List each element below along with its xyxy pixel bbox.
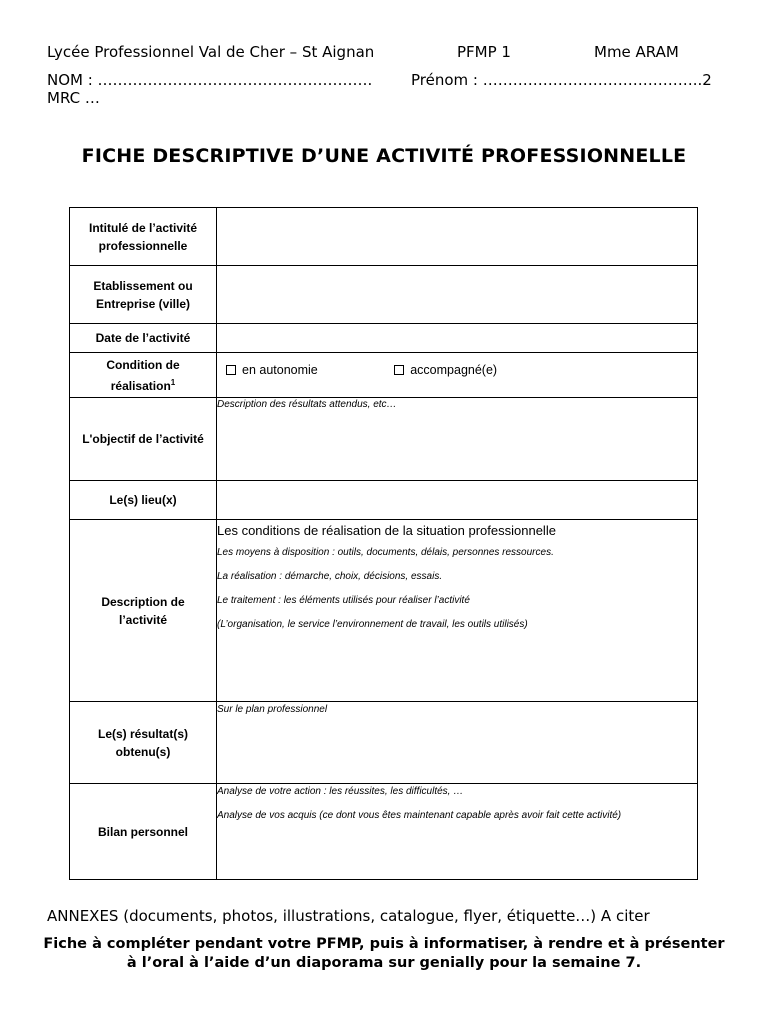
table-row bbox=[70, 481, 698, 520]
date-label: Date de l’activité bbox=[70, 324, 217, 353]
description-field[interactable] bbox=[217, 520, 698, 702]
resultats-hint: Sur le plan professionnel bbox=[217, 704, 328, 715]
resultats-field[interactable] bbox=[217, 702, 698, 784]
objectif-field[interactable] bbox=[217, 398, 698, 481]
etablissement-field[interactable] bbox=[217, 266, 698, 324]
table-row bbox=[70, 520, 698, 702]
mrc-field: MRC … bbox=[47, 89, 100, 107]
accompagne-checkbox[interactable] bbox=[394, 363, 497, 377]
condition-footnote: 1 bbox=[170, 377, 176, 387]
table-row bbox=[70, 266, 698, 324]
description-line-3: Le traitement : les éléments utilisés pour réaliser l’activité bbox=[217, 595, 470, 606]
footer-instructions: Fiche à compléter pendant votre PFMP, puis à informatiser, à rendre et à présenter à l’oral à l’aide d’un diaporama sur genially pour la semaine 7. bbox=[43, 936, 725, 971]
prenom-field[interactable]: Prénom : ……………………………………..2 bbox=[411, 71, 712, 89]
lieu-label: Le(s) lieu(x) bbox=[70, 481, 217, 520]
description-line-4: (L’organisation, le service l’environnement de travail, les outils utilisés) bbox=[217, 619, 528, 630]
nom-field[interactable]: NOM : ………………………………………………. bbox=[47, 71, 373, 89]
description-heading: Les conditions de réalisation de la situation professionnelle bbox=[217, 523, 556, 538]
table-row bbox=[70, 353, 698, 398]
condition-field bbox=[217, 353, 698, 398]
bilan-field[interactable] bbox=[217, 784, 698, 880]
autonomie-label: en autonomie bbox=[242, 363, 318, 377]
resultats-label: Le(s) résultat(s) obtenu(s) bbox=[70, 702, 217, 784]
etablissement-label: Etablissement ou Entreprise (ville) bbox=[70, 266, 217, 324]
description-line-1: Les moyens à disposition : outils, documents, délais, personnes ressources. bbox=[217, 547, 554, 558]
description-label: Description de l’activité bbox=[70, 520, 217, 702]
activity-form-table bbox=[69, 207, 698, 880]
description-line-2: La réalisation : démarche, choix, décisions, essais. bbox=[217, 571, 443, 582]
intitule-field[interactable] bbox=[217, 208, 698, 266]
table-row bbox=[70, 784, 698, 880]
checkbox-icon bbox=[394, 365, 404, 375]
pfmp-label: PFMP 1 bbox=[457, 43, 511, 61]
bilan-hint-2: Analyse de vos acquis (ce dont vous êtes maintenant capable après avoir fait cette activité) bbox=[217, 810, 622, 821]
bilan-label: Bilan personnel bbox=[70, 784, 217, 880]
table-row bbox=[70, 702, 698, 784]
objectif-hint: Description des résultats attendus, etc… bbox=[217, 399, 397, 410]
bilan-hint-1: Analyse de votre action : les réussites, les difficultés, … bbox=[217, 786, 464, 797]
school-name: Lycée Professionnel Val de Cher – St Aignan bbox=[47, 43, 375, 61]
accompagne-label: accompagné(e) bbox=[410, 363, 498, 377]
page-title: FICHE DESCRIPTIVE D’UNE ACTIVITÉ PROFESSIONNELLE bbox=[81, 145, 687, 167]
annexes-note: ANNEXES (documents, photos, illustrations, catalogue, flyer, étiquette…) A citer bbox=[47, 907, 650, 925]
date-field[interactable] bbox=[217, 324, 698, 353]
condition-label bbox=[70, 353, 217, 398]
intitule-label: Intitulé de l’activité professionnelle bbox=[70, 208, 217, 266]
teacher-name: Mme ARAM bbox=[594, 43, 679, 61]
objectif-label: L'objectif de l’activité bbox=[70, 398, 217, 481]
condition-label-text: Condition de réalisation bbox=[106, 357, 180, 393]
checkbox-icon bbox=[226, 365, 236, 375]
table-row bbox=[70, 324, 698, 353]
lieu-field[interactable] bbox=[217, 481, 698, 520]
table-row bbox=[70, 398, 698, 481]
table-row bbox=[70, 208, 698, 266]
autonomie-checkbox[interactable] bbox=[226, 363, 318, 377]
